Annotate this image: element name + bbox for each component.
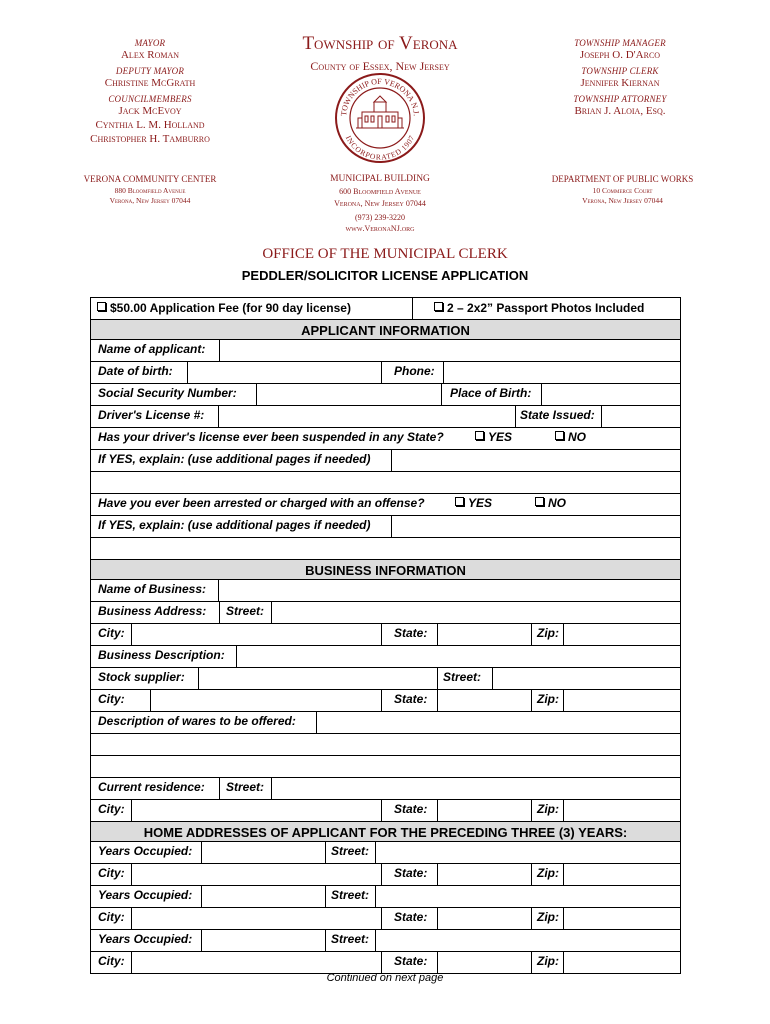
wares-label: Description of wares to be offered: [98,714,296,728]
business-name-field[interactable] [218,580,680,601]
address-line: Verona, New Jersey 07044 [109,196,191,205]
dl-field[interactable] [218,406,516,427]
state-label: State: [394,802,428,816]
explain-label: If YES, explain: (use additional pages if needed) [98,518,371,532]
business-street-field[interactable] [271,602,680,623]
residence-zip-field[interactable] [563,800,680,821]
arrested-question: Have you ever been arrested or charged with an offense? [98,496,425,510]
applicant-info-header: APPLICANT INFORMATION [91,320,680,340]
years-occupied-field[interactable] [201,886,326,907]
dob-phone-row [91,362,680,384]
residence-label: Current residence: [98,780,205,794]
prev-street-field[interactable] [375,930,680,951]
business-info-header: BUSINESS INFORMATION [91,560,680,580]
state-label: State: [394,910,428,924]
supplier-city-row [91,690,680,712]
years-occupied-label: Years Occupied: [98,844,193,858]
suspended-row [91,428,680,450]
seal-graphic [334,72,426,164]
applicant-name-field[interactable] [219,340,680,361]
fee-checkbox-label [97,301,351,315]
arrested-explain-extra[interactable] [91,538,680,560]
stock-supplier-label: Stock supplier: [98,670,185,684]
residence-city-row [91,800,680,822]
address-line: 880 Bloomfield Avenue [114,186,186,195]
city-label: City: [98,802,125,816]
seal-bottom-text: INCORPORATED 1907 [343,134,417,162]
business-address-row [91,602,680,624]
zip-label: Zip: [537,954,559,968]
arrested-explain-row [91,516,680,538]
arrested-row [91,494,680,516]
prev-state-field[interactable] [437,952,532,973]
street-label: Street: [331,932,370,946]
years-occupied-label: Years Occupied: [98,888,193,902]
township-seal [334,72,426,164]
address-line: Verona, New Jersey 07044 [582,196,663,205]
prev-street-field[interactable] [375,842,680,863]
wares-row [91,712,680,734]
prev-city-1-row [91,864,680,886]
photos-checkbox-label [434,301,644,315]
councilmember-name: Jack McEvoy [118,105,182,117]
arrested-explain-field[interactable] [391,516,680,537]
stock-supplier-row [91,668,680,690]
clerk-name: Jennifer Kiernan [580,77,660,89]
business-state-field[interactable] [437,624,532,645]
clerk-title: TOWNSHIP CLERK [581,66,659,76]
address-municipal-building [280,174,480,233]
business-name-row [91,580,680,602]
prev-city-2-row [91,908,680,930]
photos-label: 2 – 2x2” Passport Photos Included [447,301,645,315]
business-desc-row [91,646,680,668]
street-label: Street: [226,780,265,794]
prev-city-field[interactable] [131,908,382,929]
arrested-yes-checkbox[interactable] [455,497,464,506]
prev-zip-field[interactable] [563,952,680,973]
deputy-mayor-name: Christine McGrath [104,77,196,89]
suspended-yes-option [475,430,512,444]
zip-label: Zip: [537,692,559,706]
street-label: Street: [226,604,265,618]
fee-row [91,298,680,320]
years-occupied-field[interactable] [201,842,326,863]
state-issued-label: State Issued: [520,408,595,422]
residence-state-field[interactable] [437,800,532,821]
address-community-center [60,174,240,205]
prev-city-field[interactable] [131,952,382,973]
business-address-label: Business Address: [98,604,207,618]
arrested-yes-option [455,496,492,510]
ssn-pob-row [91,384,680,406]
arrested-no-checkbox[interactable] [535,497,544,506]
address-title: VERONA COMMUNITY CENTER [83,174,217,184]
prev-address-3-row [91,930,680,952]
address-line: 10 Commerce Court [592,186,653,195]
address-public-works [530,174,715,205]
council-title: COUNCILMEMBERS [108,94,192,104]
office-title: OFFICE OF THE MUNICIPAL CLERK [262,246,508,262]
arrested-no-option [535,496,566,510]
address-title: MUNICIPAL BUILDING [330,174,430,184]
photos-checkbox[interactable] [434,302,443,311]
applicant-name-label: Name of applicant: [98,342,206,356]
prev-state-field[interactable] [437,864,532,885]
letterhead-left [60,38,240,145]
state-issued-field[interactable] [601,406,680,427]
fee-label: $50.00 Application Fee (for 90 day license) [110,301,351,315]
state-label: State: [394,866,428,880]
seal-top-text: TOWNSHIP OF VERONA N.J. [339,76,421,117]
mayor-title: MAYOR [134,38,166,48]
business-name-label: Name of Business: [98,582,207,596]
wares-field[interactable] [316,712,680,733]
city-label: City: [98,626,125,640]
suspended-explain-field[interactable] [391,450,680,471]
deputy-mayor-title: DEPUTY MAYOR [115,66,185,76]
stock-supplier-field[interactable] [198,668,438,689]
continued-note: Continued on next page [326,972,444,984]
suspended-explain-extra[interactable] [91,472,680,494]
residence-street-field[interactable] [271,778,680,799]
dl-label: Driver's License #: [98,408,205,422]
ssn-field[interactable] [256,384,442,405]
yes-label: YES [488,430,513,444]
supplier-state-field[interactable] [437,690,532,711]
city-label: City: [98,692,125,706]
fee-checkbox[interactable] [97,302,106,311]
wares-extra-2[interactable] [91,756,680,778]
form-title: PEDDLER/SOLICITOR LICENSE APPLICATION [241,268,529,283]
councilmember-name: Christopher H. Tamburro [90,133,210,145]
county-subtitle: County of Essex, New Jersey [310,59,450,73]
prev-state-field[interactable] [437,908,532,929]
pob-label: Place of Birth: [450,386,532,400]
prev-city-field[interactable] [131,864,382,885]
phone-number: (973) 239-3220 [355,213,405,222]
dl-row [91,406,680,428]
zip-label: Zip: [537,910,559,924]
supplier-street-field[interactable] [492,668,680,689]
suspended-no-option [555,430,586,444]
letterhead-center [250,33,510,74]
ssn-label: Social Security Number: [98,386,237,400]
explain-label: If YES, explain: (use additional pages if needed) [98,452,371,466]
phone-label: Phone: [394,364,435,378]
street-label: Street: [331,888,370,902]
state-label: State: [394,692,428,706]
township-title: Township of Verona [302,33,458,54]
mayor-name: Alex Roman [120,49,180,61]
business-city-field[interactable] [131,624,382,645]
no-label: NO [548,496,566,510]
address-line: 600 Bloomfield Avenue [339,187,421,196]
dob-label: Date of birth: [98,364,173,378]
prev-address-2-row [91,886,680,908]
zip-label: Zip: [537,866,559,880]
letterhead-right [530,38,710,117]
business-zip-field[interactable] [563,624,680,645]
years-occupied-label: Years Occupied: [98,932,193,946]
city-label: City: [98,866,125,880]
residence-row [91,778,680,800]
street-label: Street: [443,670,482,684]
residence-city-field[interactable] [131,800,382,821]
city-label: City: [98,910,125,924]
prev-city-3-row [91,952,680,974]
prev-street-field[interactable] [375,886,680,907]
street-label: Street: [331,844,370,858]
city-label: City: [98,954,125,968]
yes-label: YES [468,496,493,510]
supplier-city-field[interactable] [150,690,382,711]
prev-address-1-row [91,842,680,864]
councilmember-name: Cynthia L. M. Holland [95,119,205,131]
prev-zip-field[interactable] [563,864,680,885]
address-title: DEPARTMENT OF PUBLIC WORKS [551,174,694,184]
suspended-yes-checkbox[interactable] [475,431,484,440]
suspended-explain-row [91,450,680,472]
state-label: State: [394,954,428,968]
suspended-no-checkbox[interactable] [555,431,564,440]
license-application-form [90,297,681,974]
years-occupied-field[interactable] [201,930,326,951]
applicant-name-row [91,340,680,362]
business-desc-label: Business Description: [98,648,225,662]
address-line: Verona, New Jersey 07044 [334,199,426,208]
business-city-row [91,624,680,646]
phone-field[interactable] [443,362,680,383]
manager-name: Joseph O. D'Arco [579,49,661,61]
attorney-title: TOWNSHIP ATTORNEY [573,94,667,104]
supplier-zip-field[interactable] [563,690,680,711]
suspended-question: Has your driver's license ever been suspended in any State? [98,430,444,444]
zip-label: Zip: [537,802,559,816]
prev-zip-field[interactable] [563,908,680,929]
no-label: NO [568,430,586,444]
business-desc-field[interactable] [236,646,680,667]
manager-title: TOWNSHIP MANAGER [574,38,666,48]
state-label: State: [394,626,428,640]
pob-field[interactable] [541,384,680,405]
wares-extra-1[interactable] [91,734,680,756]
attorney-name: Brian J. Aloia, Esq. [574,105,666,117]
dob-field[interactable] [187,362,382,383]
home-addresses-header: HOME ADDRESSES OF APPLICANT FOR THE PRECEDING THREE (3) YEARS: [91,822,680,842]
zip-label: Zip: [537,626,559,640]
website-link[interactable]: www.VeronaNJ.org [345,224,415,233]
